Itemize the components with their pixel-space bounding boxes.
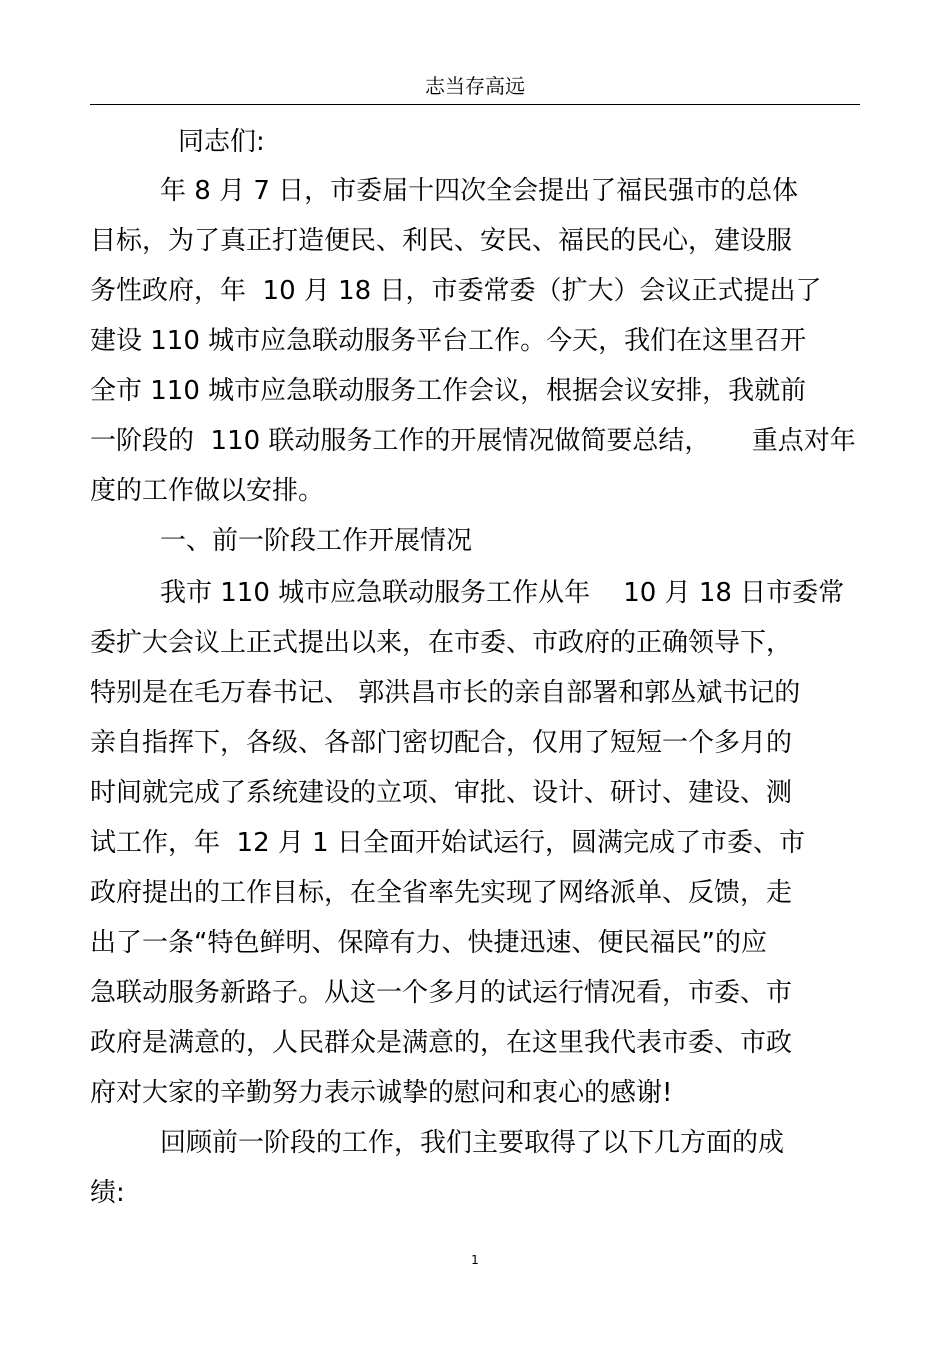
paragraph-2-line-11: 府对大家的辛勤努力表示诚挚的慰问和衷心的感谢! — [90, 1078, 673, 1108]
paragraph-3-line-1: 回顾前一阶段的工作，我们主要取得了以下几方面的成 — [160, 1128, 785, 1158]
paragraph-2-line-8: 出了一条“特色鲜明、保障有力、快捷迅速、便民福民”的应 — [90, 928, 767, 958]
paragraph-2-line-10: 政府是满意的，人民群众是满意的，在这里我代表市委、市政 — [90, 1028, 793, 1058]
section-heading: 一、前一阶段工作开展情况 — [160, 526, 473, 556]
header-title: 志当存高远 — [425, 74, 525, 98]
paragraph-1-line-5: 全市 110 城市应急联动服务工作会议，根据会议安排，我就前 — [90, 376, 807, 406]
paragraph-1-line-1: 年 8 月 7 日，市委届十四次全会提出了福民强市的总体 — [160, 176, 799, 206]
paragraph-2-line-7: 政府提出的工作目标，在全省率先实现了网络派单、反馈，走 — [90, 878, 793, 908]
salutation-line: 同志们: — [178, 127, 265, 157]
paragraph-1-line-7: 度的工作做以安排。 — [90, 476, 325, 506]
header-rule — [90, 104, 860, 105]
page-number: 1 — [471, 1253, 479, 1267]
paragraph-2-line-5: 时间就完成了系统建设的立项、审批、设计、研讨、建设、测 — [90, 778, 793, 808]
paragraph-1-line-2: 目标，为了真正打造便民、利民、安民、福民的民心，建设服 — [90, 226, 793, 256]
paragraph-2-line-9: 急联动服务新路子。从这一个多月的试运行情况看，市委、市 — [90, 978, 793, 1008]
paragraph-2-line-4: 亲自指挥下，各级、各部门密切配合，仅用了短短一个多月的 — [90, 728, 793, 758]
paragraph-2-line-2: 委扩大会议上正式提出以来，在市委、市政府的正确领导下， — [90, 628, 793, 658]
paragraph-2-line-1: 我市 110 城市应急联动服务工作从年 10 月 18 日市委常 — [160, 578, 845, 608]
paragraph-1-line-3: 务性政府，年 10 月 18 日，市委常委（扩大）会议正式提出了 — [90, 276, 822, 306]
paragraph-1-line-4: 建设 110 城市应急联动服务平台工作。今天，我们在这里召开 — [90, 326, 807, 356]
paragraph-2-line-6: 试工作，年 12 月 1 日全面开始试运行，圆满完成了市委、市 — [90, 828, 805, 858]
paragraph-3-line-2: 绩: — [90, 1178, 125, 1208]
paragraph-2-line-3: 特别是在毛万春书记、 郭洪昌市长的亲自部署和郭丛斌书记的 — [90, 678, 801, 708]
paragraph-1-line-6: 一阶段的 110 联动服务工作的开展情况做简要总结， 重点对年 — [90, 426, 856, 456]
